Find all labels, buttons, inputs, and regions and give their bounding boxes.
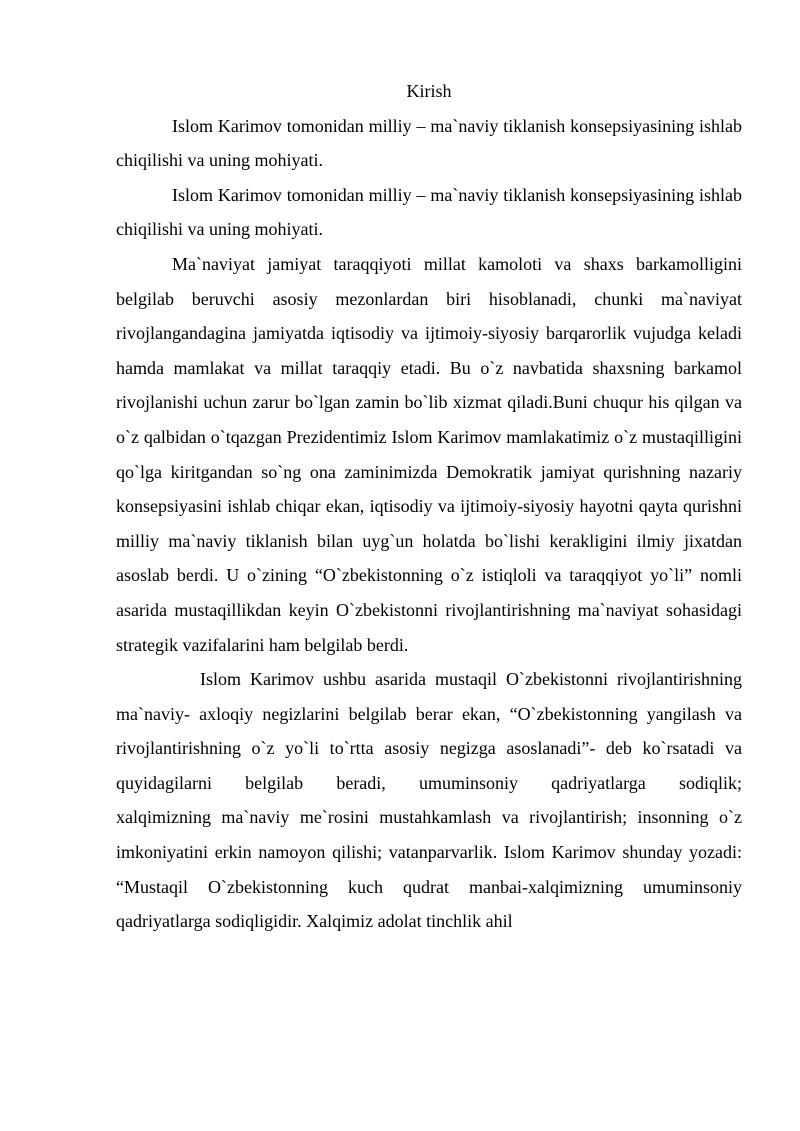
- document-title: Kirish: [406, 81, 452, 101]
- document-page: [116, 74, 742, 939]
- paragraph-1: Islom Karimov tomonidan milliy – ma`naviy tiklanish konsepsiyasining ishlab chiqilishi va uning mohiyati.: [116, 115, 742, 171]
- paragraph-4: Islom Karimov ushbu asarida mustaqil O`zbekistonni rivojlantirishning ma`naviy- axloqiy negizlarini belgilab berar ekan, “O`zbekistonning yangilash va rivojlantirishning o`z yo`li to`rtta asosiy negizga asoslanadi”- deb ko`rsatadi va quyidagilarni belgilab beradi, umuminsoniy qadriyatlarga sodiqlik;: [116, 669, 742, 793]
- paragraph-4-continuation: xalqimizning ma`naviy me`rosini mustahkamlash va rivojlantirish; insonning o`z imkoniyatini erkin namoyon qilishi; vatanparvarlik. Islom Karimov shunday yozadi: “Mustaqil O`zbekistonning kuch qudrat manbai-xalqimizning umuminsoniy qadriyatlarga sodiqligidir. Xalqimiz adolat tinchlik ahil: [116, 807, 742, 932]
- paragraph-3: Ma`naviyat jamiyat taraqqiyoti millat kamoloti va shaxs barkamolligini belgilab beruvchi asosiy mezonlardan biri hisoblanadi, chunki ma`naviyat rivojlangandagina jamiyatda iqtisodiy va ijtimoiy-siyosiy barqarorlik vujudga keladi hamda mamlakat va millat taraqqiy etadi. Bu o`z navbatida shaxsning barkamol rivojlanishi uchun zarur bo`lgan zamin bo`lib xizmat qiladi.Buni chuqur his qilgan va o`z qalbidan o`tqazgan Prezidentimiz Islom Karimov mamlakatimiz o`z mustaqilligini qo`lga kiritgandan so`ng ona zaminimizda Demokratik jamiyat qurishning nazariy konsepsiyasini ishlab chiqar ekan, iqtisodiy va ijtimoiy-siyosiy hayotni qayta qurishni milliy ma`naviy tiklanish bilan uyg`un holatda bo`lishi kerakligini ilmiy jixatdan asoslab berdi. U o`zining “O`zbekistonning o`z istiqloli va taraqqiyot yo`li” nomli asarida mustaqillikdan keyin O`zbekistonni rivojlantirishning ma`naviyat sohasidagi strategik vazifalarini ham belgilab berdi.: [116, 253, 742, 655]
- paragraph-2: Islom Karimov tomonidan milliy – ma`naviy tiklanish konsepsiyasining ishlab chiqilishi va uning mohiyati.: [116, 184, 742, 240]
